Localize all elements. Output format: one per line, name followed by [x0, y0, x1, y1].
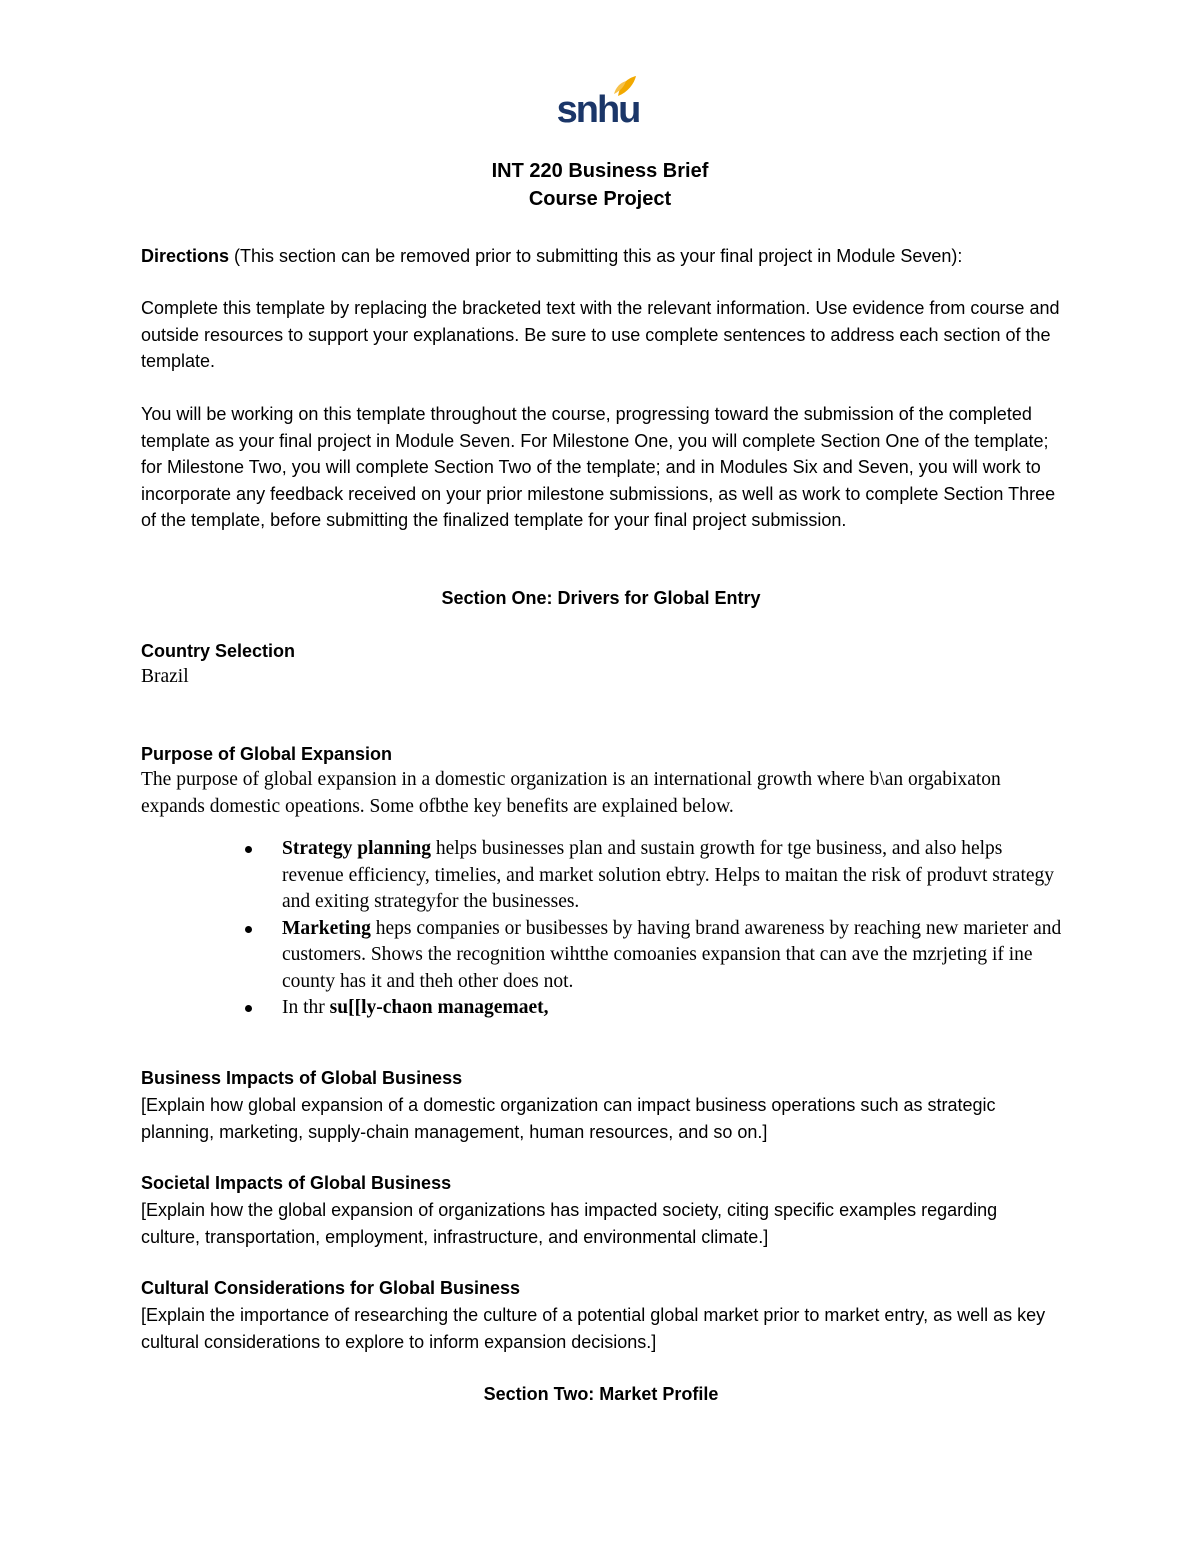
directions-paragraph-1: Complete this template by replacing the bracketed text with the relevant information. Use evidence from course and outside resources to support your explanations. Be sure to use complete sentences to address each section of the template.	[141, 298, 1060, 371]
directions-paragraph-2: You will be working on this template throughout the course, progressing toward the submission of the completed template as your final project in Module Seven. For Milestone One, you will complete Section One of the template; for Milestone Two, you will complete Section Two of the template; and in Modules Six and Seven, you will work to incorporate any feedback received on your prior milestone submissions, as well as work to complete Section Three of the template, before submitting the finalized template for your final project submission.	[141, 404, 1056, 530]
cultural-considerations-heading: Cultural Considerations for Global Business	[141, 1278, 521, 1298]
logo-wordmark: snhu	[556, 89, 640, 131]
bullet-bold-term: Marketing	[282, 917, 371, 939]
doc-subtitle: Course Project	[528, 188, 672, 210]
cultural-considerations-text: [Explain the importance of researching the culture of a potential global market prior to market entry, as well as key cultural considerations to explore to inform expansion decisions.]	[141, 1305, 1046, 1352]
country-selection-value: Brazil	[141, 666, 189, 687]
bullet-text: heps companies or busibesses by having brand awareness by reaching new marieter and customers. Shows the recognition wihtthe comoanies expansion that can ave the mzrjeting if ine county has it and theh other does not.	[282, 917, 1062, 992]
country-selection-heading: Country Selection	[141, 641, 296, 661]
doc-title: INT 220 Business Brief	[491, 160, 709, 182]
bullet-bold-term: Strategy planning	[282, 838, 431, 859]
section-one-heading: Section One: Drivers for Global Entry	[441, 588, 761, 608]
bullet-text: helps businesses plan and sustain growth for tge business, and also helps revenue efficiency, timelies, and market solution ebtry. Helps to maitan the risk of produvt strategy and exiting strategyfor the businesses.	[282, 838, 1055, 912]
directions-note: (This section can be removed prior to submitting this as your final project in Module Seven):	[229, 246, 963, 266]
section-two-heading: Section Two: Market Profile	[483, 1384, 719, 1404]
purpose-bullet-list	[245, 836, 1065, 1022]
bullet-icon	[245, 846, 252, 853]
snhu-logo	[556, 74, 640, 134]
business-impacts-heading: Business Impacts of Global Business	[141, 1068, 463, 1088]
business-impacts-text: [Explain how global expansion of a domestic organization can impact business operations such as strategic planning, marketing, supply-chain management, human resources, and so on.]	[141, 1095, 996, 1142]
list-item	[245, 995, 1065, 1022]
directions-label: Directions	[141, 246, 230, 266]
bullet-icon	[245, 1005, 252, 1012]
purpose-heading: Purpose of Global Expansion	[141, 744, 393, 764]
bullet-text: In thr	[282, 997, 330, 1018]
bullet-icon	[245, 926, 252, 933]
list-item	[245, 836, 1065, 916]
directions-line	[141, 243, 1061, 270]
societal-impacts-heading: Societal Impacts of Global Business	[141, 1173, 452, 1193]
bullet-bold-term: su[[ly-chaon managemaet,	[329, 997, 549, 1018]
societal-impacts-text: [Explain how the global expansion of organizations has impacted society, citing specific examples regarding culture, transportation, employment, infrastructure, and environmental climate.]	[141, 1200, 998, 1247]
purpose-text: The purpose of global expansion in a domestic organization is an international growth where b\an orgabixaton expands domestic opeations. Some ofbthe key benefits are explained below.	[141, 769, 1001, 817]
list-item	[245, 916, 1065, 996]
